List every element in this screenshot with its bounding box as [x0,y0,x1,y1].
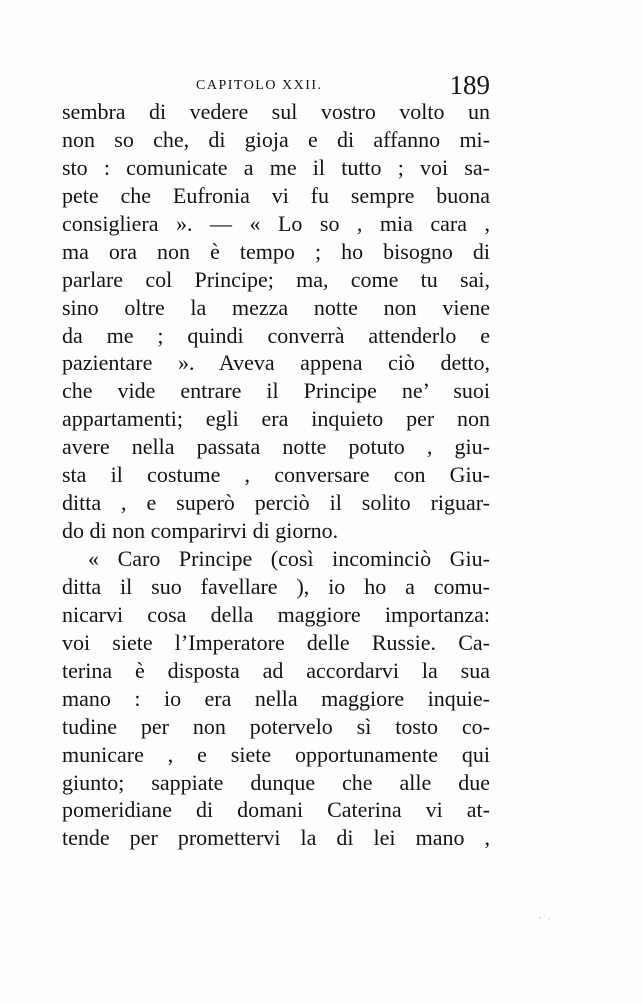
text-line: ditta , e superò perciò il solito riguar- [62,490,490,516]
text-line: da me ; quindi converrà attenderlo e [62,322,490,348]
chapter-title: CAPITOLO XXII. [196,78,323,93]
text-line: tende per promettervi la di lei mano , [62,825,490,851]
text-line: « Caro Principe (così incominciò Giu- [88,546,490,571]
text-line: do di non comparirvi di giorno. [62,518,339,544]
text-line: appartamenti; egli era inquieto per non [62,406,490,432]
text-line: terina è disposta ad accordarvi la sua [62,657,490,683]
text-line: pazientare ». Aveva appena ciò detto, [62,350,490,376]
text-line: avere nella passata notte potuto , giu- [62,434,490,460]
text-line: ma ora non è tempo ; ho bisogno di [62,238,490,264]
page-number: 189 [449,70,490,100]
text-line: voi siete l’Imperatore delle Russie. Ca- [62,629,490,655]
text-line: pete che Eufronia vi fu sempre buona [62,182,490,208]
text-line: sto : comunicate a me il tutto ; voi sa- [62,154,490,180]
text-line: tudine per non potervelo sì tosto co- [62,713,490,739]
text-line: che vide entrare il Principe ne’ suoi [62,378,490,404]
text-line: sta il costume , conversare con Giu- [62,462,490,488]
text-line: parlare col Principe; ma, come tu sai, [62,266,490,292]
text-line: consigliera ». — « Lo so , mia cara , [62,210,490,236]
text-line: pomeridiane di domani Caterina vi at- [62,797,490,823]
body-text [62,98,490,852]
text-line: nicarvi cosa della maggiore importanza: [62,601,490,627]
text-line: municare , e siete opportunamente qui [62,741,490,767]
text-line: non so che, di gioja e di affanno mi- [62,126,490,152]
text-line: sino oltre la mezza notte non viene [62,294,490,320]
text-line: sembra di vedere sul vostro volto un [62,99,490,124]
text-line: ditta il suo favellare ), io ho a comu- [62,573,490,599]
text-line: giunto; sappiate dunque che alle due [62,769,490,795]
paper-speck [536,912,556,924]
text-line: mano : io era nella maggiore inquie- [62,685,490,711]
